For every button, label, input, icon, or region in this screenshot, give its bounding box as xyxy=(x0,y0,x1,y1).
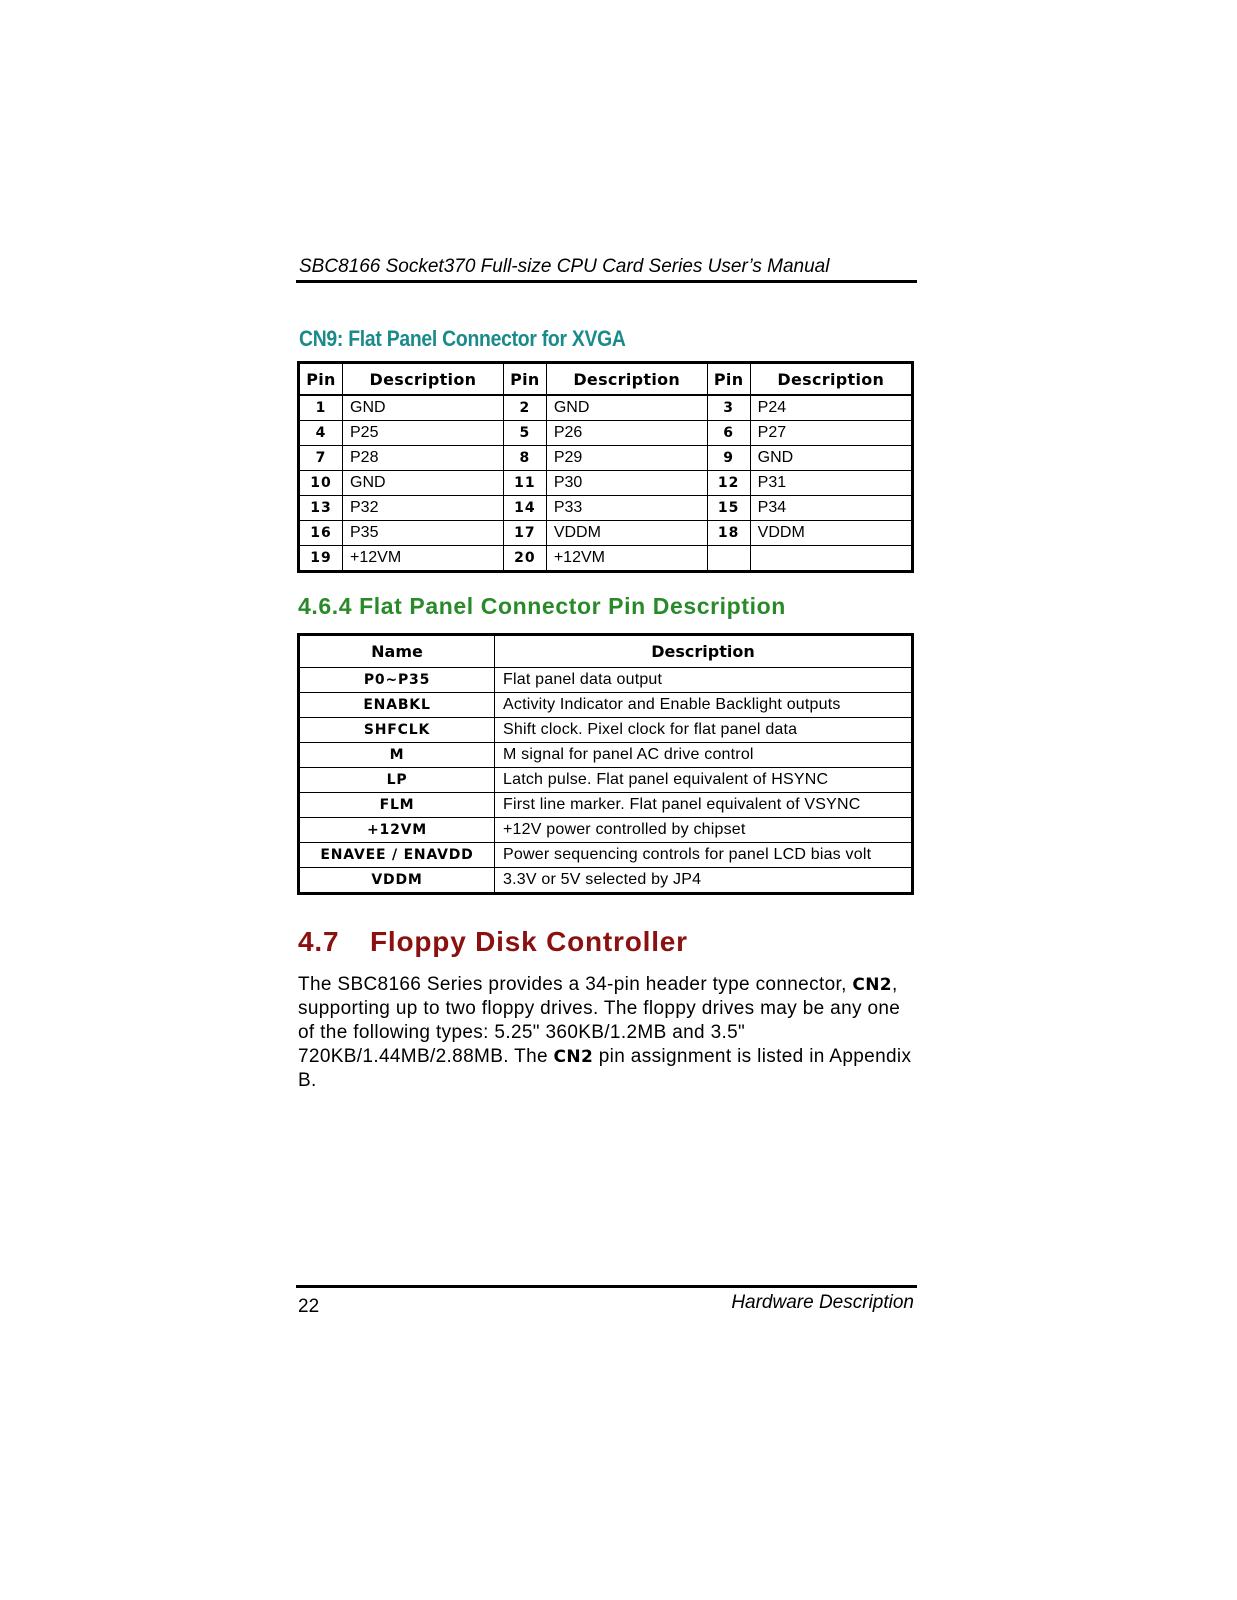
table-row xyxy=(299,693,913,718)
signal-description: M signal for panel AC drive control xyxy=(495,743,913,768)
connector-name: CN2 xyxy=(852,975,892,995)
table-header-row xyxy=(299,363,913,396)
pin-description-table xyxy=(297,633,914,895)
pin-number: 15 xyxy=(707,496,750,521)
signal-name: LP xyxy=(299,768,495,793)
table-row xyxy=(299,868,913,894)
pin-description: P30 xyxy=(546,471,707,496)
signal-description: +12V power controlled by chipset xyxy=(495,818,913,843)
table-row xyxy=(299,768,913,793)
pin-description: +12VM xyxy=(546,546,707,572)
manual-title: SBC8166 Socket370 Full-size CPU Card Series User’s Manual xyxy=(299,256,830,277)
pin-description: P27 xyxy=(750,421,912,446)
pin-number: 8 xyxy=(503,446,546,471)
pin-number: 17 xyxy=(503,521,546,546)
pin-number: 16 xyxy=(299,521,343,546)
pin-description: GND xyxy=(343,471,504,496)
signal-description: 3.3V or 5V selected by JP4 xyxy=(495,868,913,894)
pin-description xyxy=(750,546,912,572)
footer-section-name: Hardware Description xyxy=(731,1292,914,1313)
pin-number: 9 xyxy=(707,446,750,471)
pin-description: P31 xyxy=(750,471,912,496)
pin-number: 20 xyxy=(503,546,546,572)
column-header: Description xyxy=(495,635,913,668)
table-row xyxy=(299,546,913,572)
pin-number: 19 xyxy=(299,546,343,572)
signal-name: ENABKL xyxy=(299,693,495,718)
table-row xyxy=(299,743,913,768)
cn9-title: CN9: Flat Panel Connector for XVGA xyxy=(299,326,626,351)
header-rule xyxy=(296,280,917,283)
pin-number: 14 xyxy=(503,496,546,521)
pin-description: GND xyxy=(750,446,912,471)
pin-description: P25 xyxy=(343,421,504,446)
signal-description: First line marker. Flat panel equivalent of VSYNC xyxy=(495,793,913,818)
signal-name: VDDM xyxy=(299,868,495,894)
pin-description: P32 xyxy=(343,496,504,521)
pin-description: VDDM xyxy=(750,521,912,546)
table-row xyxy=(299,446,913,471)
pin-number: 7 xyxy=(299,446,343,471)
signal-description: Latch pulse. Flat panel equivalent of HSYNC xyxy=(495,768,913,793)
column-header: Pin xyxy=(503,363,546,396)
column-header: Description xyxy=(546,363,707,396)
footer-rule xyxy=(296,1285,917,1288)
pin-description: P29 xyxy=(546,446,707,471)
column-header: Pin xyxy=(707,363,750,396)
pin-description: +12VM xyxy=(343,546,504,572)
pin-number: 10 xyxy=(299,471,343,496)
pin-number: 3 xyxy=(707,395,750,421)
column-header: Description xyxy=(343,363,504,396)
pin-description: GND xyxy=(546,395,707,421)
pin-number xyxy=(707,546,750,572)
table-row xyxy=(299,471,913,496)
cn9-pin-table xyxy=(297,361,914,573)
pin-description: P34 xyxy=(750,496,912,521)
table-row xyxy=(299,793,913,818)
connector-name: CN2 xyxy=(553,1047,594,1067)
signal-name: ENAVEE / ENAVDD xyxy=(299,843,495,868)
table-row xyxy=(299,843,913,868)
signal-name: P0~P35 xyxy=(299,668,495,693)
signal-name: M xyxy=(299,743,495,768)
signal-description: Shift clock. Pixel clock for flat panel data xyxy=(495,718,913,743)
body-paragraph xyxy=(298,973,918,1093)
section-number: 4.7 xyxy=(298,926,340,957)
signal-description: Flat panel data output xyxy=(495,668,913,693)
table-row xyxy=(299,395,913,421)
section-title: Floppy Disk Controller xyxy=(370,926,688,957)
body-text-part: , supporting up to two floppy drives. The floppy drives may be any one of the following types: 5.25" 360KB/1.2MB and 3.5" 720KB/1.44MB/2.88MB. The xyxy=(298,974,901,1067)
pin-number: 12 xyxy=(707,471,750,496)
table-row xyxy=(299,668,913,693)
page-number: 22 xyxy=(298,1296,320,1317)
column-header: Description xyxy=(750,363,912,396)
pin-number: 2 xyxy=(503,395,546,421)
table-row xyxy=(299,421,913,446)
pin-description: VDDM xyxy=(546,521,707,546)
pin-number: 11 xyxy=(503,471,546,496)
pin-description: GND xyxy=(343,395,504,421)
pin-description: P26 xyxy=(546,421,707,446)
pin-number: 5 xyxy=(503,421,546,446)
table-row xyxy=(299,496,913,521)
column-header: Name xyxy=(299,635,495,668)
body-text-part: The SBC8166 Series provides a 34-pin header type connector, xyxy=(298,974,853,995)
table-row xyxy=(299,521,913,546)
column-header: Pin xyxy=(299,363,343,396)
signal-name: SHFCLK xyxy=(299,718,495,743)
pin-number: 1 xyxy=(299,395,343,421)
signal-description: Activity Indicator and Enable Backlight outputs xyxy=(495,693,913,718)
pin-number: 6 xyxy=(707,421,750,446)
pin-description: P35 xyxy=(343,521,504,546)
section-heading-4-7 xyxy=(298,926,688,958)
section-heading-4-6-4: 4.6.4 Flat Panel Connector Pin Description xyxy=(298,593,786,619)
pin-number: 13 xyxy=(299,496,343,521)
pin-description: P28 xyxy=(343,446,504,471)
signal-name: FLM xyxy=(299,793,495,818)
table-header-row xyxy=(299,635,913,668)
table-row xyxy=(299,718,913,743)
signal-name: +12VM xyxy=(299,818,495,843)
pin-number: 4 xyxy=(299,421,343,446)
table-row xyxy=(299,818,913,843)
pin-description: P33 xyxy=(546,496,707,521)
pin-number: 18 xyxy=(707,521,750,546)
pin-description: P24 xyxy=(750,395,912,421)
signal-description: Power sequencing controls for panel LCD bias volt xyxy=(495,843,913,868)
body-text-part: pin assignment is listed in Appendix B. xyxy=(298,1046,912,1091)
